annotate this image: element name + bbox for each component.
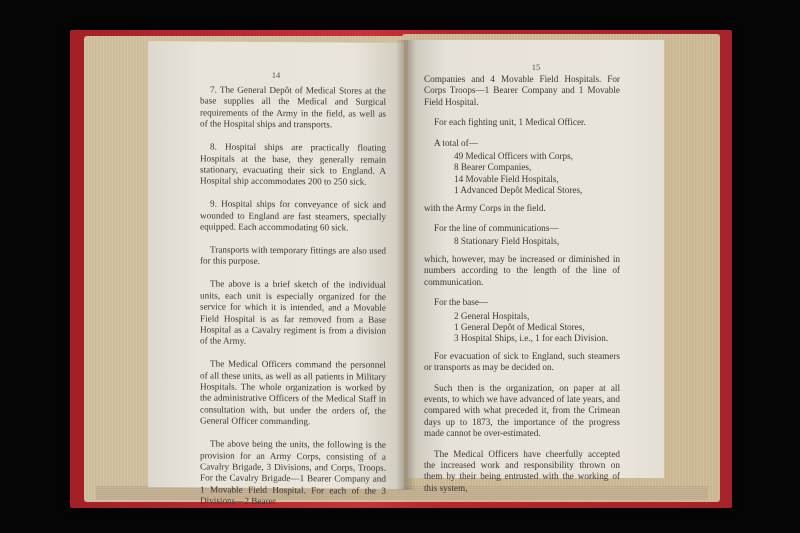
list-item: 8 Stationary Field Hospitals, [454,236,560,247]
paragraph: 9. Hospital ships for conveyance of sick and wounded to England are fast steamers, specially equipped. Each accommodating 60 sick. [200,198,386,233]
list-item: 49 Medical Officers with Corps, [454,151,573,162]
paragraph: A total of— [434,137,478,148]
base-list [424,311,620,345]
paragraph: For evacuation of sick to England, such steamers or transports as may be decided on. [424,350,620,373]
total-list [424,151,620,197]
left-page [148,41,404,507]
list-item: 8 Bearer Companies, [454,162,532,173]
paragraph: For the base— [434,297,489,308]
list-item: 3 Hospital Ships, i.e., 1 for each Division. [454,333,609,344]
right-page [408,40,664,493]
list-item: 1 Advanced Depôt Medical Stores, [454,185,583,196]
paragraph: For the line of communications— [434,223,559,234]
paragraph: 7. The General Depôt of Medical Stores at the base supplies all the Medical and Surgical requirements of the Army in the field, as well as of the Hospital ships and transports. [200,84,386,130]
left-page-text [200,84,386,519]
paragraph: Transports with temporary fittings are also used for this purpose. [200,244,386,267]
list-item: 1 General Depôt of Medical Stores, [454,321,585,332]
communications-list [424,236,620,247]
paragraph: For each fighting unit, 1 Medical Officer. [434,117,586,128]
page-number: 15 [531,62,541,72]
paragraph: which, however, may be increased or diminished in numbers according to the length of the line of communication. [424,253,620,287]
paragraph: The above is a brief sketch of the individual units, each unit is especially organized for the service for which it is intended, and a Movable Field Hospital is as far removed from a Base Hospital as a Cavalry regiment is from a division of the Army. [200,278,386,347]
paragraph: Such then is the organization, on paper at all events, to which we have advanced of late years, and compared with what preceded it, from the Crimean days up to 1873, the importance of the progress made cannot be over-estimated. [424,382,620,439]
paragraph: Companies and 4 Movable Field Hospitals. For Corps Troops—1 Bearer Company and 1 Movable Field Hospital. [424,74,620,107]
paragraph: The Medical Officers have cheerfully accepted the increased work and responsibility thrown on them by their being entrusted with the working of this system, [424,448,620,493]
book-gutter [396,40,416,490]
paragraph: The above being the units, the following is the provision for an Army Corps, consisting of a Cavalry Brigade, 3 Divisions, and Corps, Troops. For the Cavalry Brigade—1 Bearer Company and 1 Movable Field Hospital. For each of the 3 Divisions—2 Bearer [200,438,386,507]
paragraph: The Medical Officers command the personnel of all these units, as well as all patients in Military Hospitals. The whole organization is worked by the administrative Officers of the Medical Staff in consultation with, but under the orders of, the General Officer commanding. [200,358,386,427]
list-item: 2 General Hospitals, [454,310,530,321]
page-number: 14 [271,69,281,81]
list-item: 14 Movable Field Hospitals, [454,173,559,184]
right-page-text [424,74,620,503]
paragraph: 8. Hospital ships are practically floating Hospitals at the base, they generally remain stationary, evacuating their sick to England. A Hospital ship accommodates 200 to 250 sick. [200,141,386,187]
paragraph: with the Army Corps in the field. [424,202,546,213]
